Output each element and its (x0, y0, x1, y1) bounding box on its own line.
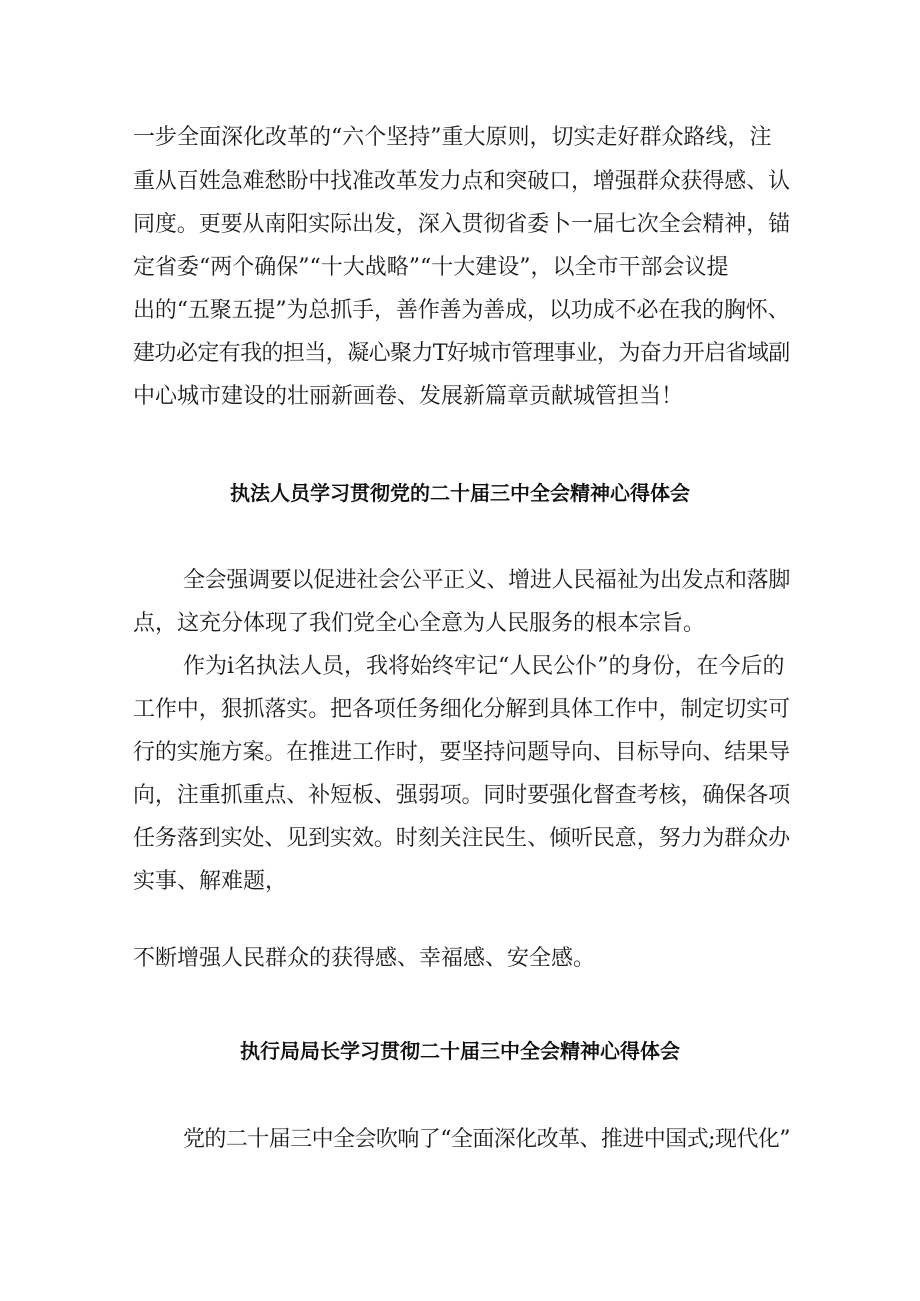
body-line: 工作中，狠抓落实。把各项任务细化分解到具体工作中，制定切实可 (133, 697, 791, 722)
body-line: 向，注重抓重点、补短板、强弱项。同时要强化督查考核，确保各项 (133, 783, 791, 808)
body-line: 不断增强人民群众的获得感、幸福感、安全感。 (133, 946, 596, 971)
body-line: 重从百姓急难愁盼中找准改革发力点和突破口，增强群众获得感、认 (133, 169, 791, 194)
section-title: 执法人员学习贯彻党的二十届三中全会精神心得体会 (230, 481, 690, 505)
body-line: 党的二十届三中全会吹响了“全面深化改革、推进中国式;现代化” (183, 1127, 790, 1152)
body-line: 行的实施方案。在推进工作时，要坚持问题导向、目标导向、结果导 (133, 740, 791, 765)
body-line: 定省委“两个确保”“十大战略”“十大建设”，以全市干部会议提 (133, 255, 729, 280)
body-line: 建功必定有我的担当，凝心聚力T好城市管理事业，为奋力开启省域副 (133, 341, 790, 366)
body-line: 全会强调要以促进社会公平正义、增进人民福祉为出发点和落脚 (183, 568, 791, 593)
section-title: 执行局局长学习贯彻二十届三中全会精神心得体会 (240, 1039, 680, 1063)
body-line: 实事、解难题， (133, 869, 288, 894)
body-line: 中心城市建设的壮丽新画卷、发展新篇章贡献城管担当！ (133, 384, 684, 409)
body-line: 一步全面深化改革的“六个坚持”重大原则，切实走好群众路线，注 (133, 125, 772, 150)
body-line: 任务落到实处、见到实效。时刻关注民生、倾听民意，努力为群众办 (133, 826, 791, 851)
body-line: 同度。更要从南阳实际出发，深入贯彻省委卜一届七次全会精神，锚 (133, 212, 791, 237)
body-line: 出的“五聚五提”为总抓手，善作善为善成，以功成不必在我的胸怀、 (133, 298, 790, 323)
body-line: 点，这充分体现了我们党全心全意为人民服务的根本宗旨。 (133, 611, 706, 636)
body-line: 作为i名执法人员，我将始终牢记“人民公仆”的身份，在今后的 (183, 654, 785, 679)
